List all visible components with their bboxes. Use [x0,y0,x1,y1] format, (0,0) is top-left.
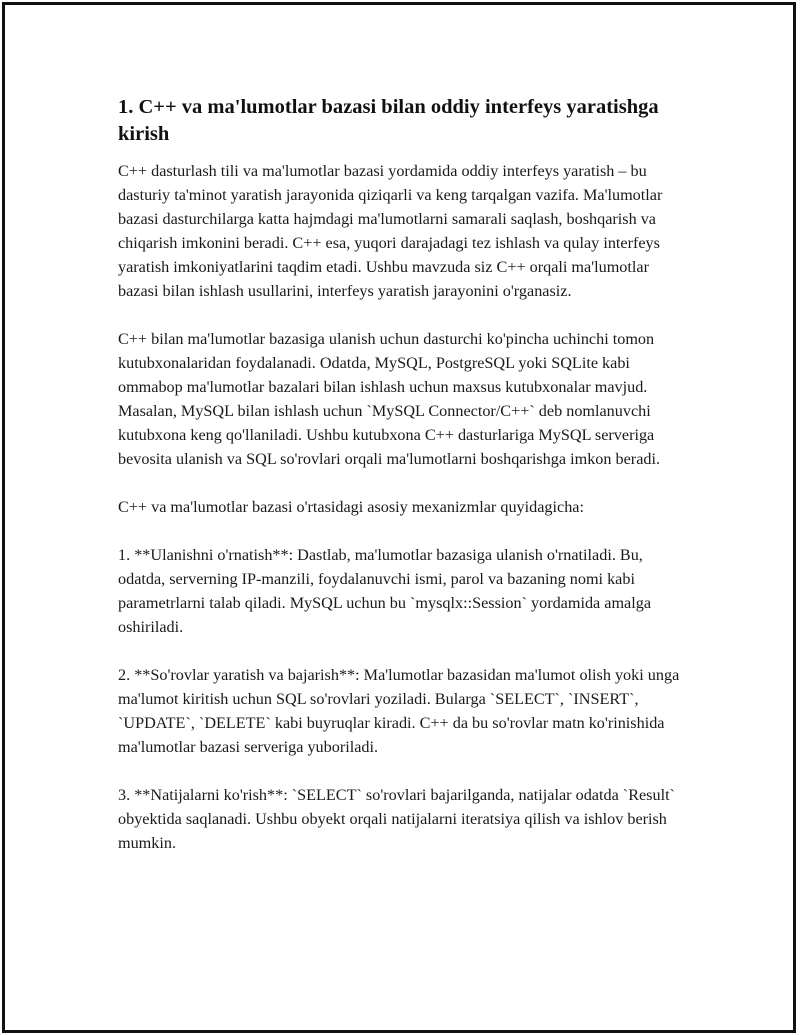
paragraph-libraries: C++ bilan ma'lumotlar bazasiga ulanish uchun dasturchi ko'pincha uchinchi tomon kutubxonalaridan foydalanadi. Odatda, MySQL, PostgreSQL yoki SQLite kabi ommabop ma'lumotlar bazalari bilan ishlash uchun maxsus kutubxonalar mavjud. Masalan, MySQL bilan ishlash uchun `MySQL Connector/C++` deb nomlanuvchi kutubxona keng qo'llaniladi. Ushbu kutubxona C++ dasturlariga MySQL serveriga bevosita ulanish va SQL so'rovlari orqali ma'lumotlarni boshqarishga imkon beradi. [118,330,661,468]
paragraph-intro: C++ dasturlash tili va ma'lumotlar bazasi yordamida oddiy interfeys yaratish – bu dasturiy ta'minot yaratish jarayonida qiziqarli va keng tarqalgan vazifa. Ma'lumotlar bazasi dasturchilarga katta hajmdagi ma'lumotlarni samarali saqlash, boshqarish va chiqarish imkonini beradi. C++ esa, yuqori darajadagi tez ishlash va qulay interfeys yaratish imkoniyatlarini taqdim etadi. Ushbu mavzuda siz C++ orqali ma'lumotlar bazasi bilan ishlash usullarini, interfeys yaratish jarayonini o'rganasiz. [118,162,663,300]
section-heading: 1. C++ va ma'lumotlar bazasi bilan oddiy interfeys yaratishga kirish [118,96,659,145]
list-item-results: 3. **Natijalarni ko'rish**: `SELECT` so'rovlari bajarilganda, natijalar odatda `Result` obyektida saqlanadi. Ushbu obyekt orqali natijalarni iteratsiya qilish va ishlov berish mumkin. [118,786,675,852]
list-item-queries: 2. **So'rovlar yaratish va bajarish**: Ma'lumotlar bazasidan ma'lumot olish yoki unga ma'lumot kiritish uchun SQL so'rovlari yoziladi. Bularga `SELECT`, `INSERT`, `UPDATE`, `DELETE` kabi buyruqlar kiradi. C++ da bu so'rovlar matn ko'rinishida ma'lumotlar bazasi serveriga yuboriladi. [118,666,680,756]
list-item-connection: 1. **Ulanishni o'rnatish**: Dastlab, ma'lumotlar bazasiga ulanish o'rnatiladi. Bu, odatda, serverning IP-manzili, foydalanuvchi ismi, parol va bazaning nomi kabi parametrlarni talab qiladi. MySQL uchun bu `mysqlx::Session` yordamida amalga oshiriladi. [118,546,652,636]
document-body [118,94,688,879]
paragraph-mechanisms-intro: C++ va ma'lumotlar bazasi o'rtasidagi asosiy mexanizmlar quyidagicha: [118,498,584,516]
